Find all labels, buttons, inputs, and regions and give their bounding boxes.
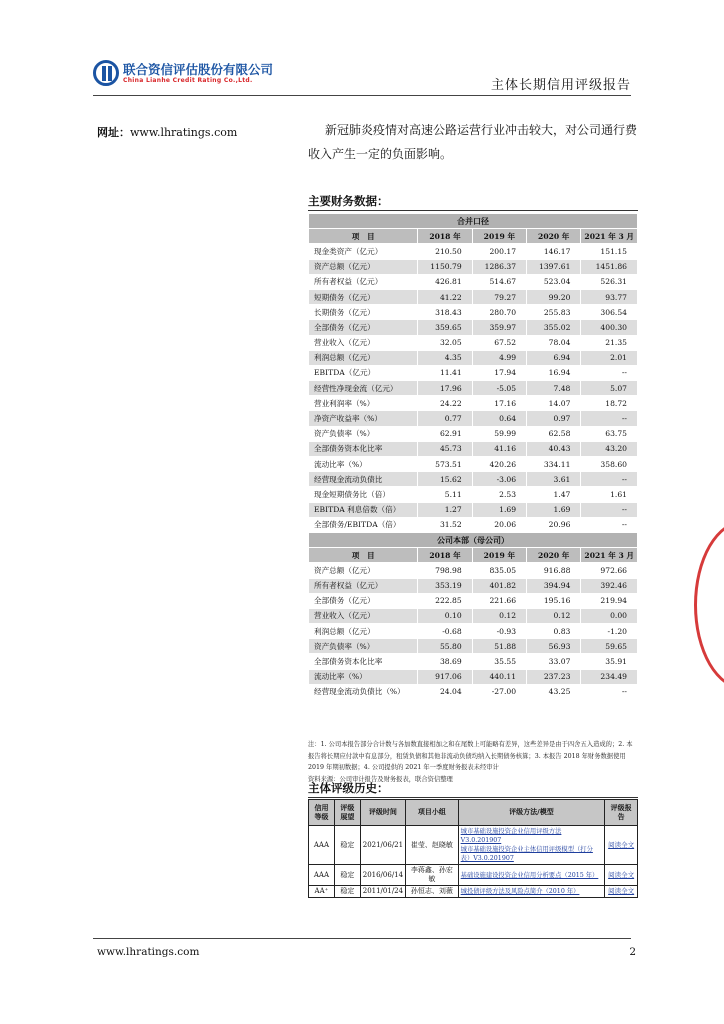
table-row xyxy=(309,487,638,502)
rating-title-rule xyxy=(308,797,638,798)
row-value: 392.46 xyxy=(581,578,638,593)
row-value: -5.05 xyxy=(472,381,526,396)
row-value: 401.82 xyxy=(472,578,526,593)
row-value: 21.35 xyxy=(581,335,638,350)
row-value: 41.16 xyxy=(472,441,526,456)
table-header-row xyxy=(309,548,638,563)
row-value: 4.99 xyxy=(472,350,526,365)
rating-methods xyxy=(458,886,605,898)
row-label: 全部债务资本化比率 xyxy=(309,441,418,456)
project-team: 孙恒志、刘薇 xyxy=(406,886,459,898)
row-label: 长期债务（亿元） xyxy=(309,305,418,320)
row-label: EBITDA（亿元） xyxy=(309,365,418,380)
row-value: 0.12 xyxy=(472,608,526,623)
read-full-report-link[interactable]: 阅读全文 xyxy=(608,887,635,895)
row-value: 3.61 xyxy=(527,472,581,487)
row-value: 306.54 xyxy=(581,305,638,320)
column-header: 评级方法/模型 xyxy=(458,800,605,826)
table-row xyxy=(309,669,638,684)
row-value: 318.43 xyxy=(418,305,472,320)
row-value: 523.04 xyxy=(527,274,581,289)
table-row xyxy=(309,305,638,320)
credit-grade: AAA xyxy=(309,826,335,865)
row-value: 1397.61 xyxy=(527,259,581,274)
row-value: 78.04 xyxy=(527,335,581,350)
row-value: 514.67 xyxy=(472,274,526,289)
row-value: 221.66 xyxy=(472,593,526,608)
table-note xyxy=(308,739,638,785)
column-header: 2020 年 xyxy=(527,229,581,244)
row-value: -- xyxy=(581,517,638,532)
row-label: 经营现金流动负债比 xyxy=(309,472,418,487)
table-row xyxy=(309,472,638,487)
row-value: 67.52 xyxy=(472,335,526,350)
row-value: 1451.86 xyxy=(581,259,638,274)
row-value: 79.27 xyxy=(472,289,526,304)
row-value: 0.77 xyxy=(418,411,472,426)
row-value: 40.43 xyxy=(527,441,581,456)
credit-grade: AAA xyxy=(309,865,335,886)
row-value: 440.11 xyxy=(472,669,526,684)
row-value: 573.51 xyxy=(418,457,472,472)
row-value: 4.35 xyxy=(418,350,472,365)
row-value: 43.20 xyxy=(581,441,638,456)
row-label: 流动比率（%） xyxy=(309,457,418,472)
row-value: 1.27 xyxy=(418,502,472,517)
table-row xyxy=(309,411,638,426)
table-row xyxy=(309,426,638,441)
row-value: 151.15 xyxy=(581,244,638,259)
table-row xyxy=(309,320,638,335)
row-value: 24.04 xyxy=(418,684,472,699)
column-header: 2019 年 xyxy=(472,229,526,244)
column-header: 2019 年 xyxy=(472,548,526,563)
row-label: 资产负债率（%） xyxy=(309,426,418,441)
row-value: 41.22 xyxy=(418,289,472,304)
column-header: 2021 年 3 月 xyxy=(581,548,638,563)
table-group-row xyxy=(309,532,638,547)
row-value: 56.93 xyxy=(527,639,581,654)
table-row xyxy=(309,244,638,259)
rating-outlook: 稳定 xyxy=(334,865,360,886)
row-value: 234.49 xyxy=(581,669,638,684)
financial-section-title: 主要财务数据： xyxy=(308,194,389,208)
row-value: 24.22 xyxy=(418,396,472,411)
row-value: 200.17 xyxy=(472,244,526,259)
method-link[interactable]: 基础设施建设投资企业信用分析要点（2015 年） xyxy=(460,871,599,879)
row-value: 59.99 xyxy=(472,426,526,441)
row-value: 33.07 xyxy=(527,654,581,669)
row-value: -27.00 xyxy=(472,684,526,699)
table-row xyxy=(309,457,638,472)
row-value: 17.96 xyxy=(418,381,472,396)
row-value: 210.50 xyxy=(418,244,472,259)
column-header: 项 目 xyxy=(309,229,418,244)
rating-methods xyxy=(458,826,605,865)
row-label: 短期债务（亿元） xyxy=(309,289,418,304)
row-value: 45.73 xyxy=(418,441,472,456)
read-full-report-link[interactable]: 阅读全文 xyxy=(608,840,635,849)
company-name-cn: 联合资信评估股份有限公司 xyxy=(123,62,274,77)
row-value: 1.61 xyxy=(581,487,638,502)
row-value: 0.10 xyxy=(418,608,472,623)
row-value: 334.11 xyxy=(527,457,581,472)
row-value: -- xyxy=(581,472,638,487)
row-value: 219.94 xyxy=(581,593,638,608)
row-value: 35.55 xyxy=(472,654,526,669)
rating-methods xyxy=(458,865,605,886)
column-header: 2018 年 xyxy=(418,548,472,563)
table-row xyxy=(309,639,638,654)
lianhe-logo-icon xyxy=(93,60,119,86)
row-label: EBITDA 利息倍数（倍） xyxy=(309,502,418,517)
project-team: 崔莹、赵晓敏 xyxy=(406,826,459,865)
row-value: 43.25 xyxy=(527,684,581,699)
rating-report xyxy=(605,886,638,898)
table-row xyxy=(309,441,638,456)
row-value: 99.20 xyxy=(527,289,581,304)
row-value: 55.80 xyxy=(418,639,472,654)
row-label: 营业收入（亿元） xyxy=(309,335,418,350)
row-value: 17.94 xyxy=(472,365,526,380)
row-value: 835.05 xyxy=(472,563,526,578)
table-group-title: 公司本部（母公司） xyxy=(309,532,638,547)
header-divider xyxy=(93,95,631,96)
credit-grade: AA⁺ xyxy=(309,886,335,898)
row-value: 353.19 xyxy=(418,578,472,593)
row-value: 5.11 xyxy=(418,487,472,502)
row-value: -- xyxy=(581,411,638,426)
table-row xyxy=(309,684,638,699)
row-value: 280.70 xyxy=(472,305,526,320)
row-label: 全部债务（亿元） xyxy=(309,593,418,608)
row-value: 63.75 xyxy=(581,426,638,441)
column-header: 2020 年 xyxy=(527,548,581,563)
row-label: 所有者权益（亿元） xyxy=(309,274,418,289)
row-value: 420.26 xyxy=(472,457,526,472)
row-value: 798.98 xyxy=(418,563,472,578)
row-value: -- xyxy=(581,684,638,699)
row-value: 0.97 xyxy=(527,411,581,426)
table-row xyxy=(309,396,638,411)
row-value: 358.60 xyxy=(581,457,638,472)
row-value: -0.93 xyxy=(472,624,526,639)
row-value: 11.41 xyxy=(418,365,472,380)
row-value: 526.31 xyxy=(581,274,638,289)
table-row xyxy=(309,608,638,623)
method-link[interactable]: 城市基础设施投资企业主体信用评级模型（打分表）V3.0.201907 xyxy=(460,846,593,862)
row-value: 62.91 xyxy=(418,426,472,441)
table-row xyxy=(309,624,638,639)
page-number: 2 xyxy=(629,946,636,958)
row-value: 35.91 xyxy=(581,654,638,669)
row-value: 31.52 xyxy=(418,517,472,532)
row-value: 2.01 xyxy=(581,350,638,365)
rating-date: 2016/06/14 xyxy=(360,865,405,886)
table-row xyxy=(309,593,638,608)
row-label: 所有者权益（亿元） xyxy=(309,578,418,593)
row-value: 195.16 xyxy=(527,593,581,608)
table-row xyxy=(309,578,638,593)
row-value: 426.81 xyxy=(418,274,472,289)
row-value: 0.64 xyxy=(472,411,526,426)
row-label: 利润总额（亿元） xyxy=(309,624,418,639)
row-value: 7.48 xyxy=(527,381,581,396)
row-value: 62.58 xyxy=(527,426,581,441)
row-value: 59.65 xyxy=(581,639,638,654)
rating-date: 2011/01/24 xyxy=(360,886,405,898)
row-label: 资产总额（亿元） xyxy=(309,259,418,274)
row-value: 237.23 xyxy=(527,669,581,684)
row-label: 净资产收益率（%） xyxy=(309,411,418,426)
row-value: 14.07 xyxy=(527,396,581,411)
row-value: 972.66 xyxy=(581,563,638,578)
rating-outlook: 稳定 xyxy=(334,826,360,865)
row-value: 0.83 xyxy=(527,624,581,639)
row-value: 51.88 xyxy=(472,639,526,654)
row-label: 全部债务/EBITDA（倍） xyxy=(309,517,418,532)
row-value: -- xyxy=(581,365,638,380)
row-value: -3.06 xyxy=(472,472,526,487)
row-value: 1.47 xyxy=(527,487,581,502)
row-value: 255.83 xyxy=(527,305,581,320)
website xyxy=(97,124,237,140)
row-value: 5.07 xyxy=(581,381,638,396)
row-label: 利润总额（亿元） xyxy=(309,350,418,365)
column-header: 2018 年 xyxy=(418,229,472,244)
row-value: 0.12 xyxy=(527,608,581,623)
website-url[interactable]: www.lhratings.com xyxy=(130,126,238,139)
column-header: 评级报告 xyxy=(605,800,638,826)
row-label: 现金短期债务比（倍） xyxy=(309,487,418,502)
row-value: 16.94 xyxy=(527,365,581,380)
intro-paragraph: 新冠肺炎疫情对高速公路运营行业冲击较大，对公司通行费收入产生一定的负面影响。 xyxy=(308,123,638,161)
rating-row xyxy=(309,826,638,865)
row-value: 1286.37 xyxy=(472,259,526,274)
table-row xyxy=(309,259,638,274)
column-header: 项目小组 xyxy=(406,800,459,826)
column-header: 评级展望 xyxy=(334,800,360,826)
project-team: 李蒋鑫、孙宏敏 xyxy=(406,865,459,886)
row-value: 6.94 xyxy=(527,350,581,365)
row-value: 2.53 xyxy=(472,487,526,502)
rating-header-row xyxy=(309,800,638,826)
table-header-row xyxy=(309,229,638,244)
rating-row xyxy=(309,865,638,886)
row-label: 现金类资产（亿元） xyxy=(309,244,418,259)
table-row xyxy=(309,335,638,350)
row-value: 1150.79 xyxy=(418,259,472,274)
row-label: 资产负债率（%） xyxy=(309,639,418,654)
row-value: 15.62 xyxy=(418,472,472,487)
table-group-row xyxy=(309,214,638,229)
table-note-text: 注：1. 公司本报告部分合计数与各加数直接相加之和在尾数上可能略有差异，这些差异是由于四舍五入造成的；2. 本报告将长期应付款中有息部分，租赁负债和其他非流动负债均纳入长期债务核算；3. 本报告 2018 年财务数据使用 2019 年期初数据；4. 公司提供的 2021 年一季度财务报表未经审计 xyxy=(308,741,633,771)
row-value: 917.06 xyxy=(418,669,472,684)
table-row xyxy=(309,289,638,304)
company-name-en: China Lianhe Credit Rating Co.,Ltd. xyxy=(123,77,253,84)
company-logo xyxy=(93,58,293,92)
row-value: 355.02 xyxy=(527,320,581,335)
row-value: 0.00 xyxy=(581,608,638,623)
row-value: 20.96 xyxy=(527,517,581,532)
table-row xyxy=(309,563,638,578)
column-header: 项 目 xyxy=(309,548,418,563)
rating-history-title: 主体评级历史： xyxy=(308,781,389,795)
method-link[interactable]: 城市基础设施投资企业信用评级方法 V3.0.201907 xyxy=(460,828,562,844)
row-label: 全部债务资本化比率 xyxy=(309,654,418,669)
rating-outlook: 稳定 xyxy=(334,886,360,898)
row-value: 32.05 xyxy=(418,335,472,350)
rating-report xyxy=(605,865,638,886)
row-label: 经营现金流动负债比（%） xyxy=(309,684,418,699)
row-label: 经营性净现金流（亿元） xyxy=(309,381,418,396)
rating-history-table xyxy=(308,799,638,898)
row-value: 359.97 xyxy=(472,320,526,335)
website-label: 网址： xyxy=(97,126,130,139)
row-label: 流动比率（%） xyxy=(309,669,418,684)
row-value: -1.20 xyxy=(581,624,638,639)
financial-table xyxy=(308,213,638,700)
column-header: 评级时间 xyxy=(360,800,405,826)
row-value: 17.16 xyxy=(472,396,526,411)
row-value: 222.85 xyxy=(418,593,472,608)
row-value: 146.17 xyxy=(527,244,581,259)
table-group-title: 合并口径 xyxy=(309,214,638,229)
rating-date: 2021/06/21 xyxy=(360,826,405,865)
row-value: 400.30 xyxy=(581,320,638,335)
table-row xyxy=(309,502,638,517)
method-link[interactable]: 城投债评级方法及风险点简介（2010 年） xyxy=(460,888,580,895)
row-label: 全部债务（亿元） xyxy=(309,320,418,335)
table-source-text: 资料来源：公司审计报告及财务报表，联合资信整理 xyxy=(308,775,453,783)
row-value: 1.69 xyxy=(527,502,581,517)
rating-report xyxy=(605,826,638,865)
row-value: 18.72 xyxy=(581,396,638,411)
report-title: 主体长期信用评级报告 xyxy=(490,78,631,93)
financial-title-rule xyxy=(308,210,638,211)
column-header: 2021 年 3 月 xyxy=(581,229,638,244)
table-row xyxy=(309,517,638,532)
footer-divider xyxy=(93,938,631,939)
table-row xyxy=(309,365,638,380)
column-header: 信用等级 xyxy=(309,800,335,826)
row-value: 93.77 xyxy=(581,289,638,304)
table-row xyxy=(309,274,638,289)
table-row xyxy=(309,350,638,365)
row-label: 营业收入（亿元） xyxy=(309,608,418,623)
table-row xyxy=(309,381,638,396)
row-value: -- xyxy=(581,502,638,517)
row-value: 20.06 xyxy=(472,517,526,532)
row-label: 营业利润率（%） xyxy=(309,396,418,411)
row-value: 359.65 xyxy=(418,320,472,335)
row-value: -0.68 xyxy=(418,624,472,639)
row-value: 1.69 xyxy=(472,502,526,517)
footer-url[interactable]: www.lhratings.com xyxy=(97,946,200,958)
row-value: 38.69 xyxy=(418,654,472,669)
table-row xyxy=(309,654,638,669)
seal-stamp xyxy=(694,520,724,690)
rating-row xyxy=(309,886,638,898)
read-full-report-link[interactable]: 阅读全文 xyxy=(608,870,635,879)
row-value: 916.88 xyxy=(527,563,581,578)
row-value: 394.94 xyxy=(527,578,581,593)
row-label: 资产总额（亿元） xyxy=(309,563,418,578)
